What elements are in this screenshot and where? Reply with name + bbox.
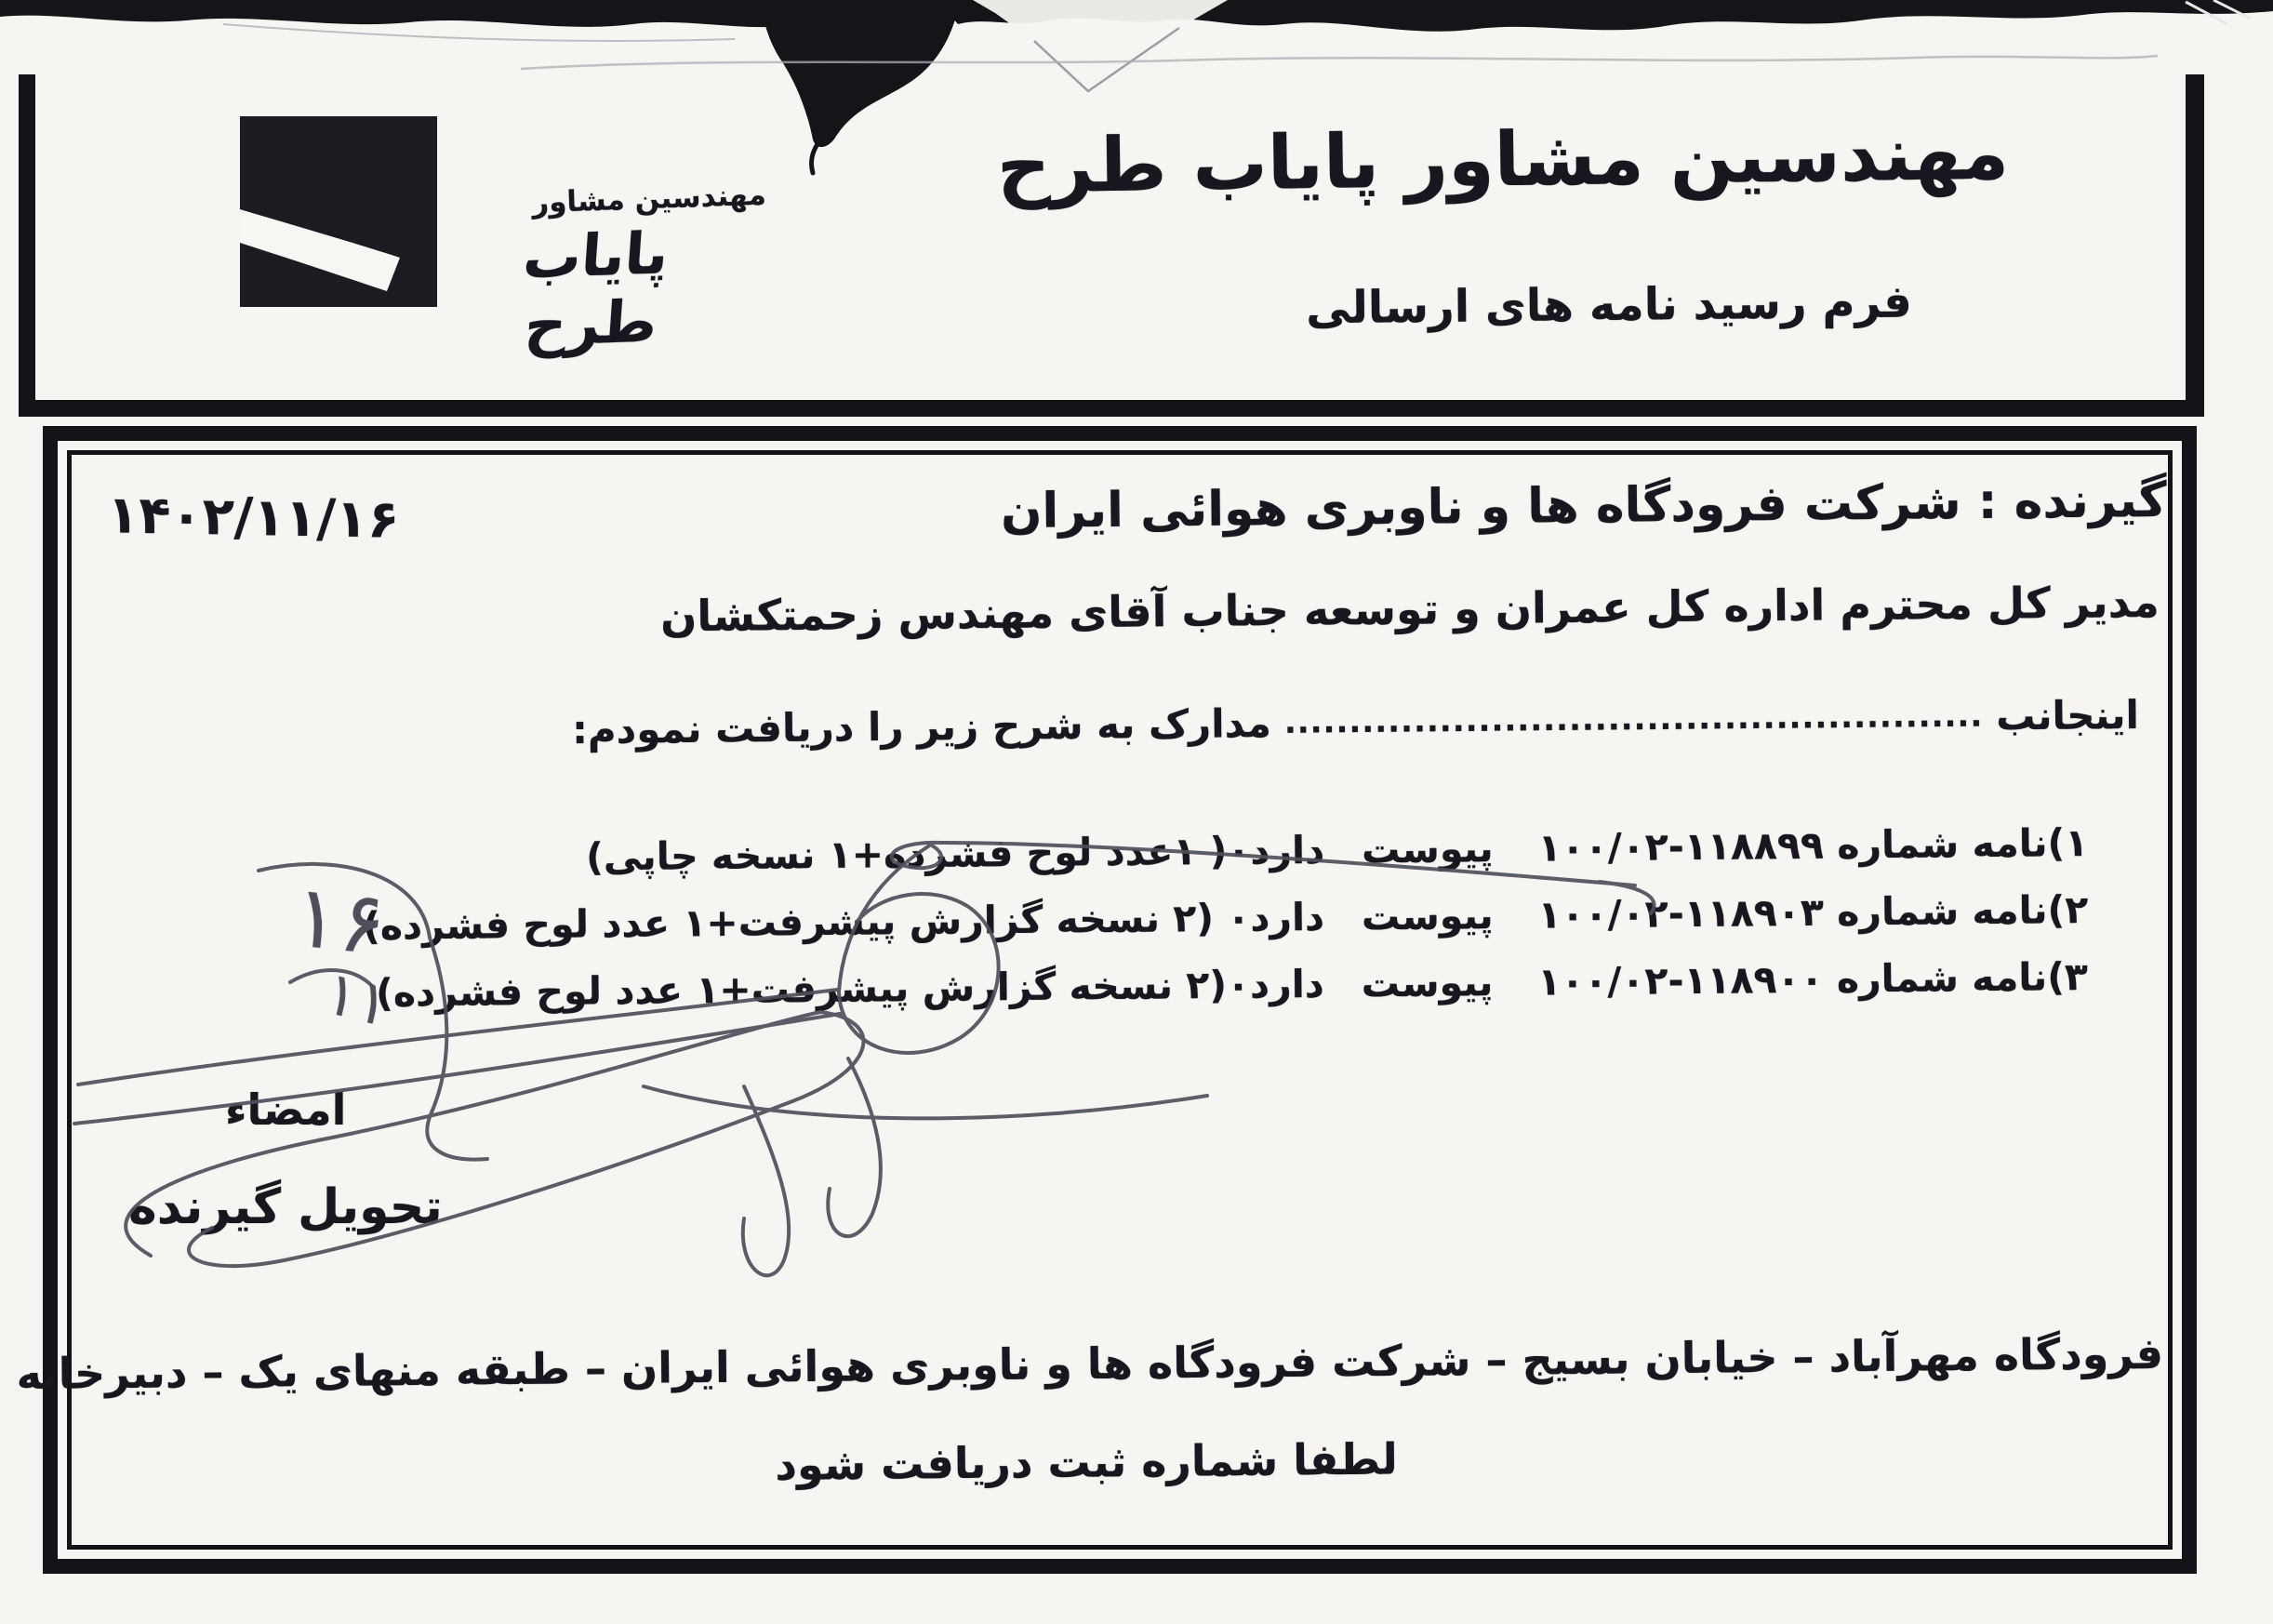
page-title: مهندسین مشاور پایاب طرح: [996, 109, 2010, 210]
undersigned-prefix: اینجانب: [1996, 692, 2140, 739]
director-line: مدیر کل محترم اداره کل عمران و توسعه جناب آقای مهندس زحمتکشان: [660, 577, 2160, 642]
undersigned-suffix: مدارک به شرح زیر را دریافت نمودم:: [571, 699, 1272, 753]
letter-attach-desc: دارد۰(۲ نسخه گزارش پیشرفت+۱ عدد لوح فشرده): [375, 961, 1325, 1016]
handwritten-number-11: ۱۱: [318, 958, 397, 1042]
letter-attach-label: پیوست: [1361, 893, 1494, 939]
letter-number: ۱۰۰/۰۲-۱۱۸۹۰۳: [1537, 889, 1824, 938]
letter-number: ۱۰۰/۰۲-۱۱۸۸۹۹: [1537, 822, 1824, 871]
letter-attach-label: پیوست: [1361, 826, 1494, 872]
dotted-blank-line: ......................................................: [1283, 697, 1984, 741]
page-subtitle: فرم رسید نامه های ارسالی: [1305, 275, 1913, 335]
handwritten-number-16: ۱۶: [288, 866, 392, 975]
recipient-line: گیرنده : شرکت فرودگاه ها و ناوبری هوائی ایران: [1001, 473, 2168, 540]
letter-attach-desc: دارد۰( ۱عدد لوح فشرده+۱ نسخه چاپی): [585, 827, 1325, 880]
footer-note: لطفا شماره ثبت دریافت شود: [775, 1433, 1398, 1490]
letter-attach-desc: دارد۰ (۲ نسخه گزارش پیشرفت+۱ عدد لوح فشرده): [362, 894, 1325, 949]
logo-small-text: مهندسین مشاور: [531, 178, 767, 220]
letter-number: ۱۰۰/۰۲-۱۱۸۹۰۰: [1537, 956, 1824, 1005]
letter-attach-label: پیوست: [1361, 960, 1494, 1006]
date-value: ۱۴۰۲/۱۱/۱۶: [106, 485, 400, 551]
logo-name-text: پایاب طرح: [521, 219, 671, 360]
letter-prefix: ۲)نامه شماره: [1836, 887, 2089, 935]
letter-prefix: ۳)نامه شماره: [1836, 954, 2089, 1002]
receiver-label: تحویل گیرنده: [128, 1179, 443, 1235]
footer-address: فرودگاه مهرآباد – خیابان بسیج – شرکت فرودگاه ها و ناوبری هوائی ایران – طبقه منهای یک – دبیرخانه: [16, 1328, 2164, 1400]
letter-prefix: ۱)نامه شماره: [1836, 820, 2089, 868]
signature-label: امضاء: [225, 1085, 347, 1135]
